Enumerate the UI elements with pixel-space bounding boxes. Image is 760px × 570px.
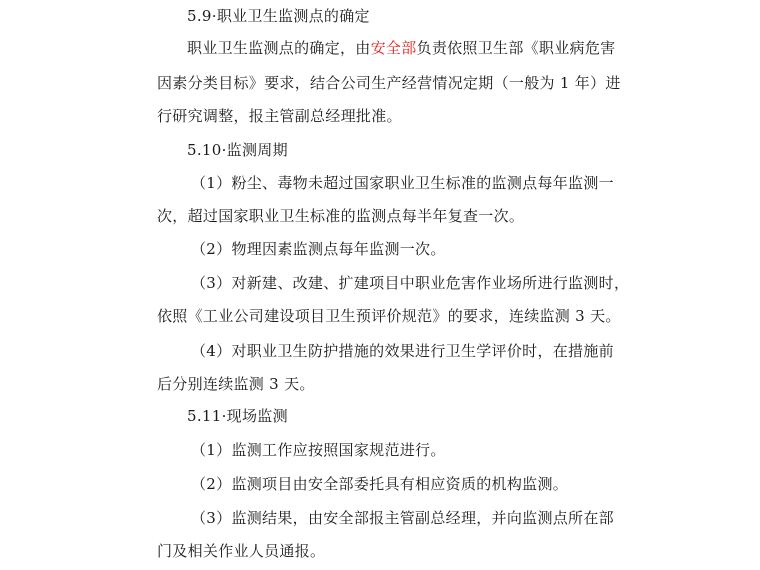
paragraph-text: 负责依照卫生部《职业病危害: [416, 39, 616, 57]
list-item-line: 门及相关作业人员通报。: [157, 542, 326, 560]
list-item-line: （4）对职业卫生防护措施的效果进行卫生学评价时，在措施前: [191, 342, 614, 360]
list-item-line: （2）物理因素监测点每年监测一次。: [191, 240, 446, 258]
paragraph-line: 行研究调整，报主管副总经理批准。: [157, 107, 402, 125]
highlighted-text: 安全部: [370, 39, 417, 57]
paragraph-line: [187, 38, 615, 58]
list-item-line: （3）对新建、改建、扩建项目中职业危害作业场所进行监测时，: [191, 274, 630, 292]
list-item-line: （2）监测项目由安全部委托具有相应资质的机构监测。: [191, 475, 569, 493]
section-heading-5-9: 5.9·职业卫生监测点的确定: [187, 7, 370, 25]
section-heading-5-10: 5.10·监测周期: [187, 141, 288, 159]
paragraph-text: 职业卫生监测点的确定，由: [187, 39, 371, 57]
list-item-line: 依照《工业公司建设项目卫生预评价规范》的要求，连续监测 3 天。: [157, 307, 621, 325]
section-heading-5-11: 5.11·现场监测: [187, 407, 288, 425]
list-item-line: （1）粉尘、毒物未超过国家职业卫生标准的监测点每年监测一: [191, 174, 614, 192]
list-item-line: （1）监测工作应按照国家规范进行。: [191, 441, 446, 459]
list-item-line: （3）监测结果，由安全部报主管副总经理，并向监测点所在部: [191, 509, 614, 527]
list-item-line: 次，超过国家职业卫生标准的监测点每半年复查一次。: [157, 207, 525, 225]
paragraph-line: 因素分类目标》要求，结合公司生产经营情况定期（一般为 1 年）进: [157, 74, 621, 92]
list-item-line: 后分别连续监测 3 天。: [157, 375, 315, 393]
